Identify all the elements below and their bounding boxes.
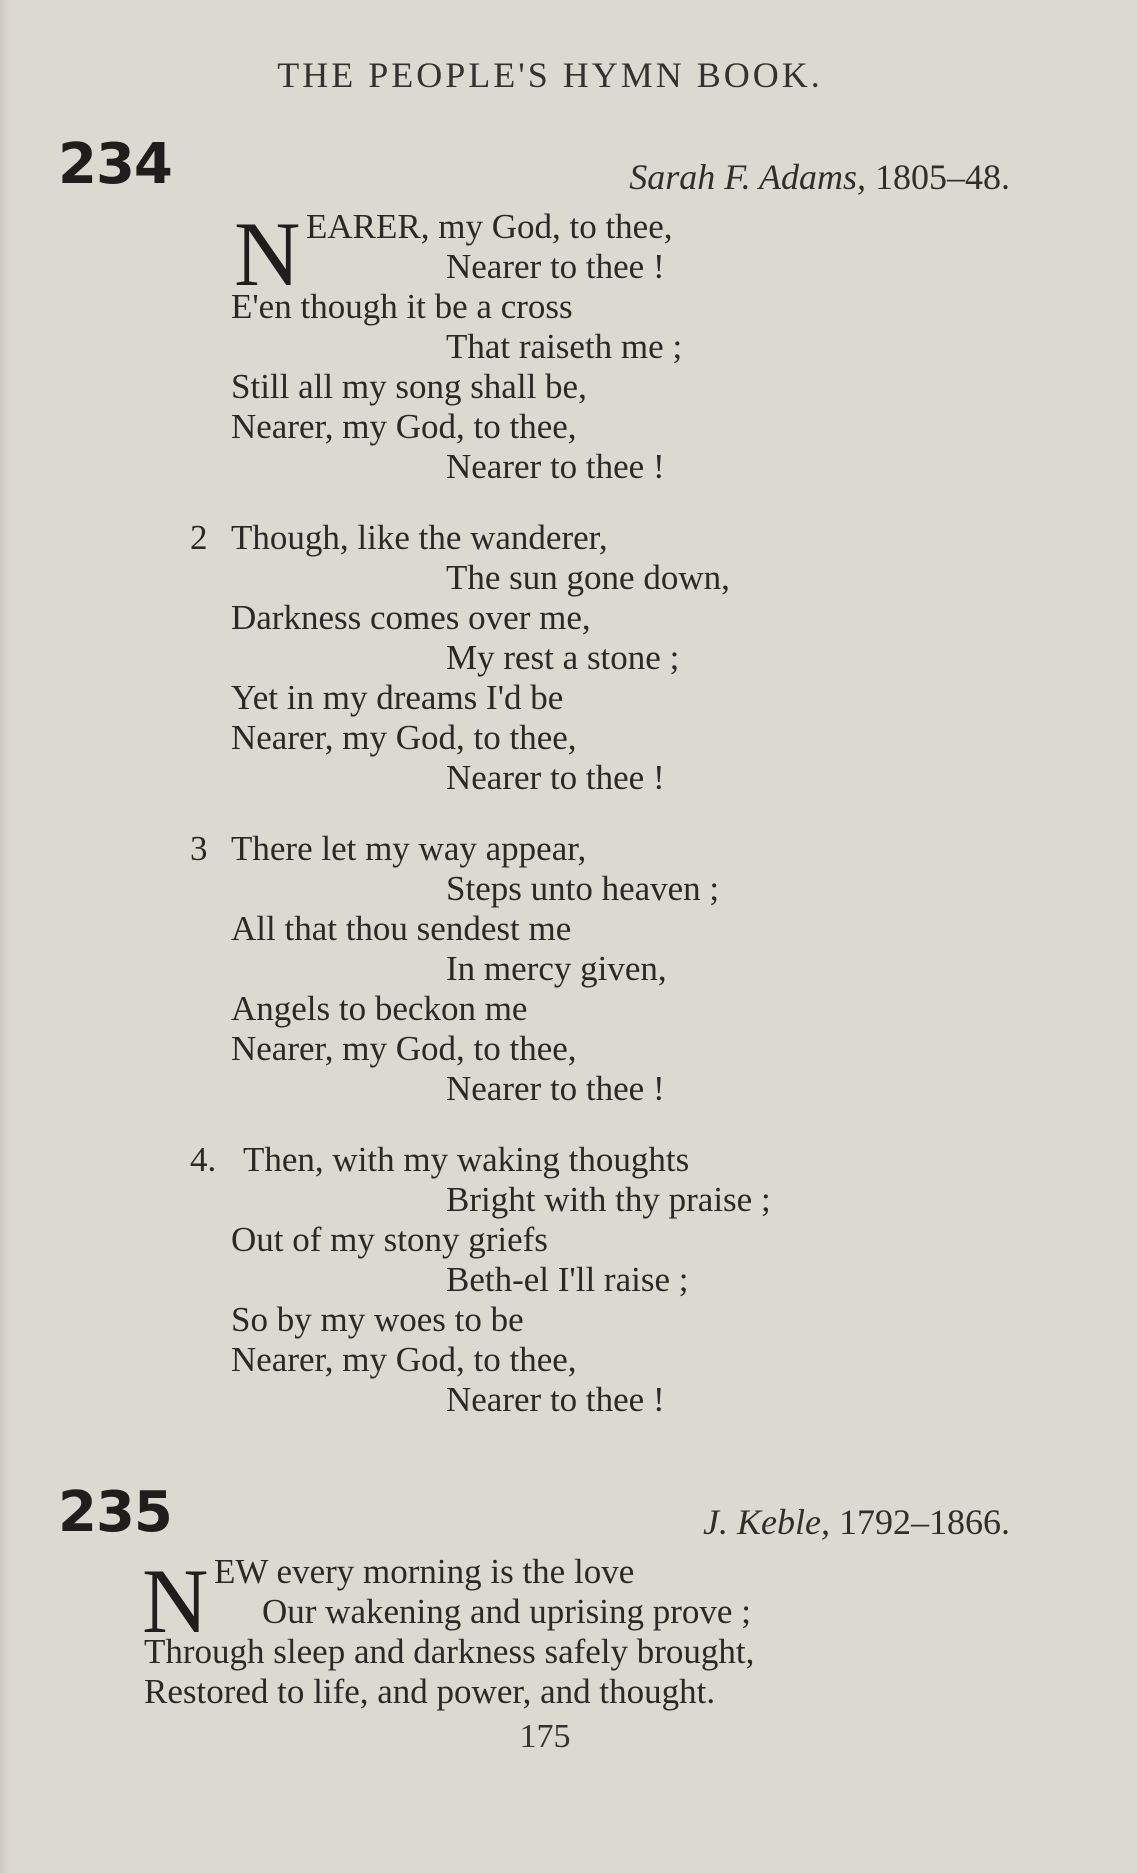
- verse-line: Angels to beckon me: [231, 989, 528, 1028]
- verse-line: Though, like the wanderer,: [231, 518, 608, 557]
- hymn-number: 234: [58, 132, 172, 197]
- verse-line: There let my way appear,: [231, 829, 587, 868]
- verse-line: Beth-el I'll raise ;: [446, 1260, 689, 1299]
- verse-number: 2: [190, 518, 208, 557]
- verse-line: Our wakening and uprising prove ;: [262, 1592, 751, 1631]
- verse-line: EARER, my God, to thee,: [306, 207, 673, 246]
- verse-line: Nearer to thee !: [446, 1380, 665, 1419]
- author-name: Sarah F. Adams,: [629, 157, 866, 197]
- verse-line: Nearer to thee !: [446, 247, 665, 286]
- verse-line: The sun gone down,: [446, 558, 730, 597]
- verse-line: That raiseth me ;: [446, 327, 683, 366]
- verse-line: E'en though it be a cross: [231, 287, 573, 326]
- hymn-attribution: [629, 156, 1010, 198]
- verse-line: Nearer to thee !: [446, 447, 665, 486]
- verse-line: So by my woes to be: [231, 1300, 524, 1339]
- verse-number: 3: [190, 829, 208, 868]
- author-name: J. Keble,: [703, 1502, 830, 1542]
- verse-line: Nearer to thee !: [446, 1069, 665, 1108]
- verse-line: Nearer, my God, to thee,: [231, 407, 577, 446]
- hymn-attribution: [703, 1501, 1010, 1543]
- verse-line: My rest a stone ;: [446, 638, 680, 677]
- page-edge: [0, 0, 10, 1873]
- verse-line: EW every morning is the love: [214, 1552, 635, 1591]
- drop-cap: N: [234, 203, 301, 305]
- running-head: THE PEOPLE'S HYMN BOOK.: [277, 55, 823, 95]
- verse-line: Darkness comes over me,: [231, 598, 591, 637]
- verse-line: Restored to life, and power, and thought.: [144, 1672, 716, 1711]
- verse-line: Steps unto heaven ;: [446, 869, 720, 908]
- verse-line: All that thou sendest me: [231, 909, 572, 948]
- verse-line: Nearer to thee !: [446, 758, 665, 797]
- verse-line: Still all my song shall be,: [231, 367, 587, 406]
- verse-line: Nearer, my God, to thee,: [231, 1340, 577, 1379]
- author-dates: 1805–48.: [875, 157, 1010, 197]
- drop-cap: N: [142, 1550, 209, 1652]
- verse-line: Bright with thy praise ;: [446, 1180, 771, 1219]
- verse-line: Then, with my waking thoughts: [243, 1140, 690, 1179]
- verse-line: Out of my stony griefs: [231, 1220, 548, 1259]
- verse-line: In mercy given,: [446, 949, 667, 988]
- page-number: 175: [519, 1718, 571, 1755]
- verse-line: Through sleep and darkness safely brought,: [144, 1632, 755, 1671]
- hymn-number: 235: [58, 1480, 172, 1545]
- verse-line: Nearer, my God, to thee,: [231, 718, 577, 757]
- author-dates: 1792–1866.: [839, 1502, 1010, 1542]
- verse-number: 4.: [190, 1140, 217, 1179]
- verse-line: Nearer, my God, to thee,: [231, 1029, 577, 1068]
- verse-line: Yet in my dreams I'd be: [231, 678, 564, 717]
